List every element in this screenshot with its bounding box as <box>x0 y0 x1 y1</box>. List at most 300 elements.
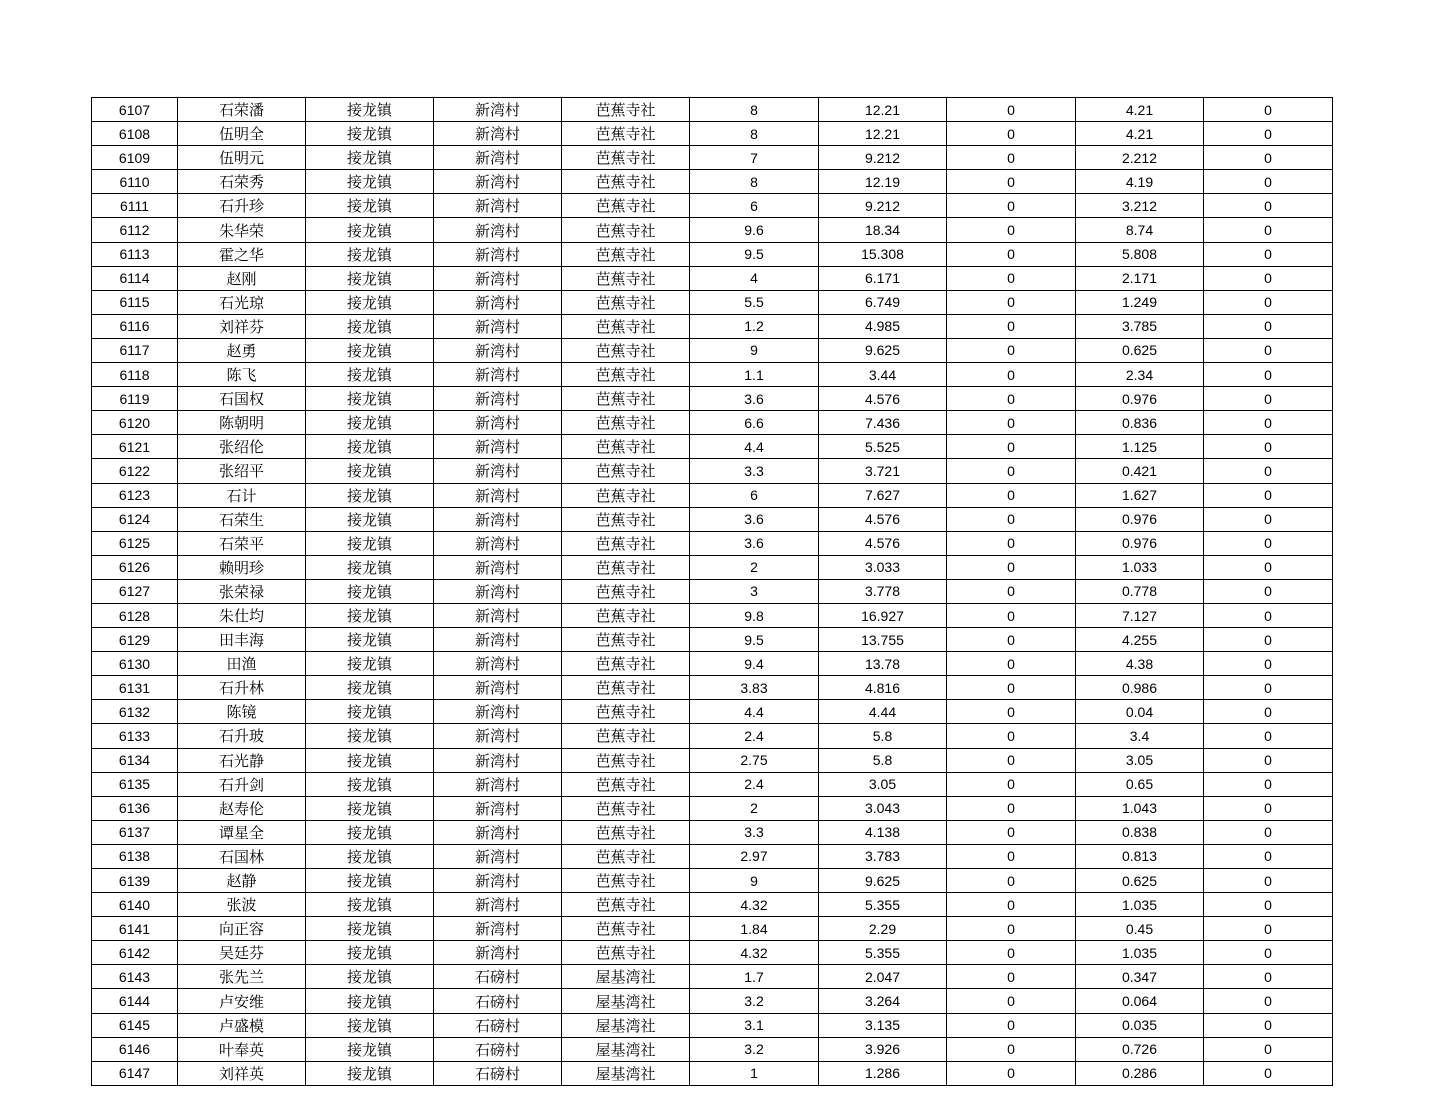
cell-id: 6107 <box>92 98 178 122</box>
cell-town: 接龙镇 <box>306 435 434 459</box>
cell-group: 芭蕉寺社 <box>562 941 690 965</box>
cell-id: 6136 <box>92 796 178 820</box>
cell-value-d: 1.033 <box>1076 555 1204 579</box>
cell-id: 6110 <box>92 170 178 194</box>
cell-value-d: 4.21 <box>1076 98 1204 122</box>
cell-town: 接龙镇 <box>306 290 434 314</box>
cell-value-c: 0 <box>947 194 1076 218</box>
cell-value-c: 0 <box>947 965 1076 989</box>
cell-group: 芭蕉寺社 <box>562 869 690 893</box>
cell-name: 张绍伦 <box>178 435 306 459</box>
cell-id: 6118 <box>92 363 178 387</box>
cell-id: 6124 <box>92 507 178 531</box>
table-row <box>92 459 1333 483</box>
cell-value-b: 2.29 <box>819 917 947 941</box>
cell-town: 接龙镇 <box>306 314 434 338</box>
cell-value-d: 1.043 <box>1076 796 1204 820</box>
cell-value-a: 2.4 <box>690 772 819 796</box>
cell-value-c: 0 <box>947 266 1076 290</box>
cell-value-c: 0 <box>947 820 1076 844</box>
cell-value-b: 7.627 <box>819 483 947 507</box>
cell-value-e: 0 <box>1204 122 1333 146</box>
cell-village: 新湾村 <box>434 555 562 579</box>
cell-id: 6109 <box>92 146 178 170</box>
table-row <box>92 387 1333 411</box>
cell-village: 新湾村 <box>434 411 562 435</box>
cell-town: 接龙镇 <box>306 555 434 579</box>
table-row <box>92 796 1333 820</box>
cell-id: 6143 <box>92 965 178 989</box>
cell-value-c: 0 <box>947 338 1076 362</box>
cell-id: 6146 <box>92 1037 178 1061</box>
cell-town: 接龙镇 <box>306 603 434 627</box>
cell-town: 接龙镇 <box>306 218 434 242</box>
cell-value-b: 3.783 <box>819 844 947 868</box>
cell-value-e: 0 <box>1204 748 1333 772</box>
cell-town: 接龙镇 <box>306 724 434 748</box>
table-row <box>92 555 1333 579</box>
cell-value-a: 3.2 <box>690 989 819 1013</box>
cell-value-b: 16.927 <box>819 603 947 627</box>
cell-village: 新湾村 <box>434 98 562 122</box>
cell-value-d: 0.65 <box>1076 772 1204 796</box>
cell-value-a: 3.83 <box>690 676 819 700</box>
cell-value-b: 9.212 <box>819 194 947 218</box>
cell-name: 陈镜 <box>178 700 306 724</box>
table-row <box>92 98 1333 122</box>
cell-value-a: 4.32 <box>690 893 819 917</box>
cell-name: 赖明珍 <box>178 555 306 579</box>
cell-town: 接龙镇 <box>306 483 434 507</box>
cell-name: 张波 <box>178 893 306 917</box>
table-row <box>92 218 1333 242</box>
cell-value-c: 0 <box>947 724 1076 748</box>
cell-town: 接龙镇 <box>306 194 434 218</box>
cell-value-d: 2.212 <box>1076 146 1204 170</box>
cell-group: 芭蕉寺社 <box>562 459 690 483</box>
cell-village: 新湾村 <box>434 748 562 772</box>
cell-village: 新湾村 <box>434 796 562 820</box>
cell-name: 张先兰 <box>178 965 306 989</box>
cell-value-d: 0.035 <box>1076 1013 1204 1037</box>
cell-value-e: 0 <box>1204 555 1333 579</box>
cell-village: 新湾村 <box>434 435 562 459</box>
cell-name: 田丰海 <box>178 628 306 652</box>
table-row <box>92 266 1333 290</box>
cell-value-d: 3.4 <box>1076 724 1204 748</box>
cell-group: 屋基湾社 <box>562 1013 690 1037</box>
cell-id: 6120 <box>92 411 178 435</box>
cell-value-e: 0 <box>1204 941 1333 965</box>
cell-value-c: 0 <box>947 603 1076 627</box>
cell-value-e: 0 <box>1204 676 1333 700</box>
cell-value-b: 3.05 <box>819 772 947 796</box>
cell-value-c: 0 <box>947 314 1076 338</box>
cell-value-b: 4.816 <box>819 676 947 700</box>
table-row <box>92 194 1333 218</box>
cell-value-d: 0.04 <box>1076 700 1204 724</box>
cell-village: 新湾村 <box>434 724 562 748</box>
cell-value-c: 0 <box>947 146 1076 170</box>
cell-value-e: 0 <box>1204 724 1333 748</box>
cell-value-e: 0 <box>1204 411 1333 435</box>
cell-value-c: 0 <box>947 796 1076 820</box>
cell-id: 6114 <box>92 266 178 290</box>
cell-village: 新湾村 <box>434 483 562 507</box>
cell-village: 新湾村 <box>434 844 562 868</box>
cell-value-a: 2.4 <box>690 724 819 748</box>
cell-value-c: 0 <box>947 242 1076 266</box>
cell-name: 张绍平 <box>178 459 306 483</box>
cell-value-d: 3.05 <box>1076 748 1204 772</box>
cell-name: 卢盛模 <box>178 1013 306 1037</box>
cell-name: 伍明元 <box>178 146 306 170</box>
cell-value-d: 1.249 <box>1076 290 1204 314</box>
cell-value-a: 8 <box>690 122 819 146</box>
cell-name: 赵静 <box>178 869 306 893</box>
cell-id: 6116 <box>92 314 178 338</box>
cell-value-c: 0 <box>947 98 1076 122</box>
table-row <box>92 507 1333 531</box>
table-row <box>92 290 1333 314</box>
cell-id: 6140 <box>92 893 178 917</box>
cell-village: 新湾村 <box>434 628 562 652</box>
cell-town: 接龙镇 <box>306 1013 434 1037</box>
data-table <box>91 97 1333 1086</box>
cell-name: 石光琼 <box>178 290 306 314</box>
cell-village: 新湾村 <box>434 603 562 627</box>
cell-value-c: 0 <box>947 628 1076 652</box>
cell-value-b: 4.576 <box>819 531 947 555</box>
table-row <box>92 314 1333 338</box>
cell-value-a: 6 <box>690 483 819 507</box>
cell-value-d: 0.286 <box>1076 1061 1204 1085</box>
cell-value-e: 0 <box>1204 844 1333 868</box>
cell-group: 芭蕉寺社 <box>562 555 690 579</box>
cell-group: 芭蕉寺社 <box>562 724 690 748</box>
cell-value-e: 0 <box>1204 387 1333 411</box>
cell-group: 芭蕉寺社 <box>562 411 690 435</box>
cell-value-d: 0.726 <box>1076 1037 1204 1061</box>
cell-value-e: 0 <box>1204 507 1333 531</box>
cell-village: 新湾村 <box>434 122 562 146</box>
table-row <box>92 1061 1333 1085</box>
cell-value-e: 0 <box>1204 917 1333 941</box>
cell-value-b: 18.34 <box>819 218 947 242</box>
cell-value-e: 0 <box>1204 338 1333 362</box>
cell-id: 6126 <box>92 555 178 579</box>
cell-value-b: 1.286 <box>819 1061 947 1085</box>
cell-id: 6137 <box>92 820 178 844</box>
cell-value-e: 0 <box>1204 700 1333 724</box>
table-row <box>92 965 1333 989</box>
cell-group: 芭蕉寺社 <box>562 844 690 868</box>
cell-group: 屋基湾社 <box>562 1061 690 1085</box>
cell-value-d: 8.74 <box>1076 218 1204 242</box>
cell-value-e: 0 <box>1204 194 1333 218</box>
table-row <box>92 363 1333 387</box>
cell-name: 石荣生 <box>178 507 306 531</box>
cell-value-b: 13.755 <box>819 628 947 652</box>
cell-group: 芭蕉寺社 <box>562 290 690 314</box>
cell-value-e: 0 <box>1204 893 1333 917</box>
cell-group: 芭蕉寺社 <box>562 700 690 724</box>
cell-value-c: 0 <box>947 652 1076 676</box>
cell-value-a: 3 <box>690 579 819 603</box>
cell-id: 6112 <box>92 218 178 242</box>
cell-name: 石升剑 <box>178 772 306 796</box>
table-row <box>92 1037 1333 1061</box>
cell-value-b: 5.355 <box>819 941 947 965</box>
cell-name: 刘祥英 <box>178 1061 306 1085</box>
cell-village: 新湾村 <box>434 700 562 724</box>
cell-name: 石荣潘 <box>178 98 306 122</box>
cell-town: 接龙镇 <box>306 652 434 676</box>
cell-id: 6121 <box>92 435 178 459</box>
cell-group: 芭蕉寺社 <box>562 917 690 941</box>
cell-group: 芭蕉寺社 <box>562 820 690 844</box>
cell-value-d: 4.255 <box>1076 628 1204 652</box>
cell-group: 芭蕉寺社 <box>562 338 690 362</box>
cell-value-b: 4.576 <box>819 387 947 411</box>
cell-value-e: 0 <box>1204 290 1333 314</box>
cell-village: 新湾村 <box>434 917 562 941</box>
cell-value-c: 0 <box>947 483 1076 507</box>
cell-group: 芭蕉寺社 <box>562 242 690 266</box>
cell-value-d: 2.34 <box>1076 363 1204 387</box>
cell-id: 6115 <box>92 290 178 314</box>
cell-value-a: 4 <box>690 266 819 290</box>
cell-village: 新湾村 <box>434 820 562 844</box>
cell-id: 6111 <box>92 194 178 218</box>
cell-value-a: 1.7 <box>690 965 819 989</box>
cell-value-a: 3.2 <box>690 1037 819 1061</box>
cell-name: 朱华荣 <box>178 218 306 242</box>
cell-id: 6125 <box>92 531 178 555</box>
cell-town: 接龙镇 <box>306 411 434 435</box>
cell-id: 6129 <box>92 628 178 652</box>
cell-value-a: 1.1 <box>690 363 819 387</box>
cell-value-d: 2.171 <box>1076 266 1204 290</box>
cell-value-c: 0 <box>947 363 1076 387</box>
cell-value-e: 0 <box>1204 869 1333 893</box>
cell-village: 新湾村 <box>434 194 562 218</box>
cell-town: 接龙镇 <box>306 338 434 362</box>
cell-value-e: 0 <box>1204 628 1333 652</box>
cell-name: 陈朝明 <box>178 411 306 435</box>
cell-value-b: 3.264 <box>819 989 947 1013</box>
cell-village: 石磅村 <box>434 1061 562 1085</box>
table-row <box>92 338 1333 362</box>
cell-value-e: 0 <box>1204 435 1333 459</box>
cell-value-a: 5.5 <box>690 290 819 314</box>
cell-id: 6117 <box>92 338 178 362</box>
cell-value-a: 4.4 <box>690 435 819 459</box>
cell-value-c: 0 <box>947 844 1076 868</box>
cell-town: 接龙镇 <box>306 700 434 724</box>
cell-group: 芭蕉寺社 <box>562 98 690 122</box>
cell-group: 芭蕉寺社 <box>562 483 690 507</box>
cell-value-e: 0 <box>1204 314 1333 338</box>
cell-name: 石升珍 <box>178 194 306 218</box>
cell-group: 芭蕉寺社 <box>562 314 690 338</box>
cell-value-a: 9.8 <box>690 603 819 627</box>
cell-town: 接龙镇 <box>306 869 434 893</box>
cell-group: 芭蕉寺社 <box>562 194 690 218</box>
cell-value-b: 4.985 <box>819 314 947 338</box>
cell-village: 新湾村 <box>434 146 562 170</box>
cell-village: 新湾村 <box>434 772 562 796</box>
table-row <box>92 724 1333 748</box>
cell-value-d: 0.625 <box>1076 338 1204 362</box>
cell-value-b: 6.749 <box>819 290 947 314</box>
cell-value-c: 0 <box>947 387 1076 411</box>
cell-town: 接龙镇 <box>306 748 434 772</box>
cell-value-a: 4.4 <box>690 700 819 724</box>
cell-group: 芭蕉寺社 <box>562 435 690 459</box>
cell-name: 田渔 <box>178 652 306 676</box>
table-row <box>92 700 1333 724</box>
cell-value-e: 0 <box>1204 170 1333 194</box>
cell-value-a: 9.6 <box>690 218 819 242</box>
cell-village: 新湾村 <box>434 531 562 555</box>
cell-name: 张荣禄 <box>178 579 306 603</box>
cell-value-e: 0 <box>1204 531 1333 555</box>
cell-id: 6145 <box>92 1013 178 1037</box>
cell-name: 卢安维 <box>178 989 306 1013</box>
cell-village: 新湾村 <box>434 459 562 483</box>
table-row <box>92 652 1333 676</box>
cell-value-a: 3.6 <box>690 507 819 531</box>
cell-name: 石荣平 <box>178 531 306 555</box>
cell-village: 新湾村 <box>434 218 562 242</box>
cell-value-b: 3.043 <box>819 796 947 820</box>
cell-value-b: 3.44 <box>819 363 947 387</box>
cell-value-d: 0.986 <box>1076 676 1204 700</box>
table-body <box>92 98 1333 1086</box>
cell-village: 新湾村 <box>434 170 562 194</box>
cell-value-b: 6.171 <box>819 266 947 290</box>
cell-value-a: 2 <box>690 555 819 579</box>
table-row <box>92 242 1333 266</box>
cell-id: 6138 <box>92 844 178 868</box>
cell-town: 接龙镇 <box>306 146 434 170</box>
cell-town: 接龙镇 <box>306 628 434 652</box>
cell-village: 石磅村 <box>434 1013 562 1037</box>
table-row <box>92 676 1333 700</box>
cell-value-d: 4.19 <box>1076 170 1204 194</box>
cell-value-c: 0 <box>947 869 1076 893</box>
cell-town: 接龙镇 <box>306 1061 434 1085</box>
cell-value-a: 9 <box>690 338 819 362</box>
cell-name: 石光静 <box>178 748 306 772</box>
cell-id: 6147 <box>92 1061 178 1085</box>
cell-group: 芭蕉寺社 <box>562 652 690 676</box>
cell-town: 接龙镇 <box>306 989 434 1013</box>
table-row <box>92 628 1333 652</box>
cell-value-c: 0 <box>947 411 1076 435</box>
cell-group: 芭蕉寺社 <box>562 507 690 531</box>
cell-id: 6134 <box>92 748 178 772</box>
cell-value-d: 0.976 <box>1076 387 1204 411</box>
cell-group: 芭蕉寺社 <box>562 772 690 796</box>
cell-value-b: 4.138 <box>819 820 947 844</box>
cell-value-a: 8 <box>690 170 819 194</box>
cell-group: 屋基湾社 <box>562 965 690 989</box>
cell-value-c: 0 <box>947 893 1076 917</box>
cell-village: 新湾村 <box>434 363 562 387</box>
cell-value-d: 4.38 <box>1076 652 1204 676</box>
cell-town: 接龙镇 <box>306 941 434 965</box>
cell-town: 接龙镇 <box>306 772 434 796</box>
cell-town: 接龙镇 <box>306 917 434 941</box>
cell-value-e: 0 <box>1204 652 1333 676</box>
cell-name: 谭星全 <box>178 820 306 844</box>
cell-group: 屋基湾社 <box>562 1037 690 1061</box>
table-row <box>92 917 1333 941</box>
cell-id: 6132 <box>92 700 178 724</box>
table-row <box>92 989 1333 1013</box>
cell-value-a: 9.5 <box>690 242 819 266</box>
cell-group: 芭蕉寺社 <box>562 748 690 772</box>
cell-value-c: 0 <box>947 1061 1076 1085</box>
cell-town: 接龙镇 <box>306 98 434 122</box>
cell-value-a: 7 <box>690 146 819 170</box>
cell-value-c: 0 <box>947 941 1076 965</box>
cell-town: 接龙镇 <box>306 1037 434 1061</box>
cell-town: 接龙镇 <box>306 676 434 700</box>
cell-village: 新湾村 <box>434 387 562 411</box>
cell-town: 接龙镇 <box>306 170 434 194</box>
cell-village: 新湾村 <box>434 314 562 338</box>
cell-value-b: 9.212 <box>819 146 947 170</box>
cell-id: 6133 <box>92 724 178 748</box>
cell-value-a: 9 <box>690 869 819 893</box>
cell-id: 6122 <box>92 459 178 483</box>
cell-town: 接龙镇 <box>306 531 434 555</box>
cell-value-e: 0 <box>1204 603 1333 627</box>
cell-name: 霍之华 <box>178 242 306 266</box>
cell-town: 接龙镇 <box>306 387 434 411</box>
table-row <box>92 1013 1333 1037</box>
cell-value-e: 0 <box>1204 242 1333 266</box>
cell-town: 接龙镇 <box>306 363 434 387</box>
cell-value-b: 5.525 <box>819 435 947 459</box>
cell-value-b: 3.033 <box>819 555 947 579</box>
table-row <box>92 844 1333 868</box>
cell-value-a: 1 <box>690 1061 819 1085</box>
cell-value-c: 0 <box>947 1037 1076 1061</box>
table-row <box>92 483 1333 507</box>
cell-id: 6141 <box>92 917 178 941</box>
cell-value-a: 1.84 <box>690 917 819 941</box>
cell-value-a: 3.1 <box>690 1013 819 1037</box>
cell-value-b: 13.78 <box>819 652 947 676</box>
cell-value-e: 0 <box>1204 483 1333 507</box>
cell-group: 芭蕉寺社 <box>562 387 690 411</box>
cell-value-b: 12.19 <box>819 170 947 194</box>
cell-value-e: 0 <box>1204 579 1333 603</box>
cell-value-d: 0.421 <box>1076 459 1204 483</box>
cell-value-c: 0 <box>947 917 1076 941</box>
cell-value-d: 0.836 <box>1076 411 1204 435</box>
cell-name: 石计 <box>178 483 306 507</box>
cell-id: 6130 <box>92 652 178 676</box>
cell-name: 陈飞 <box>178 363 306 387</box>
cell-value-c: 0 <box>947 579 1076 603</box>
table-row <box>92 146 1333 170</box>
cell-value-c: 0 <box>947 122 1076 146</box>
